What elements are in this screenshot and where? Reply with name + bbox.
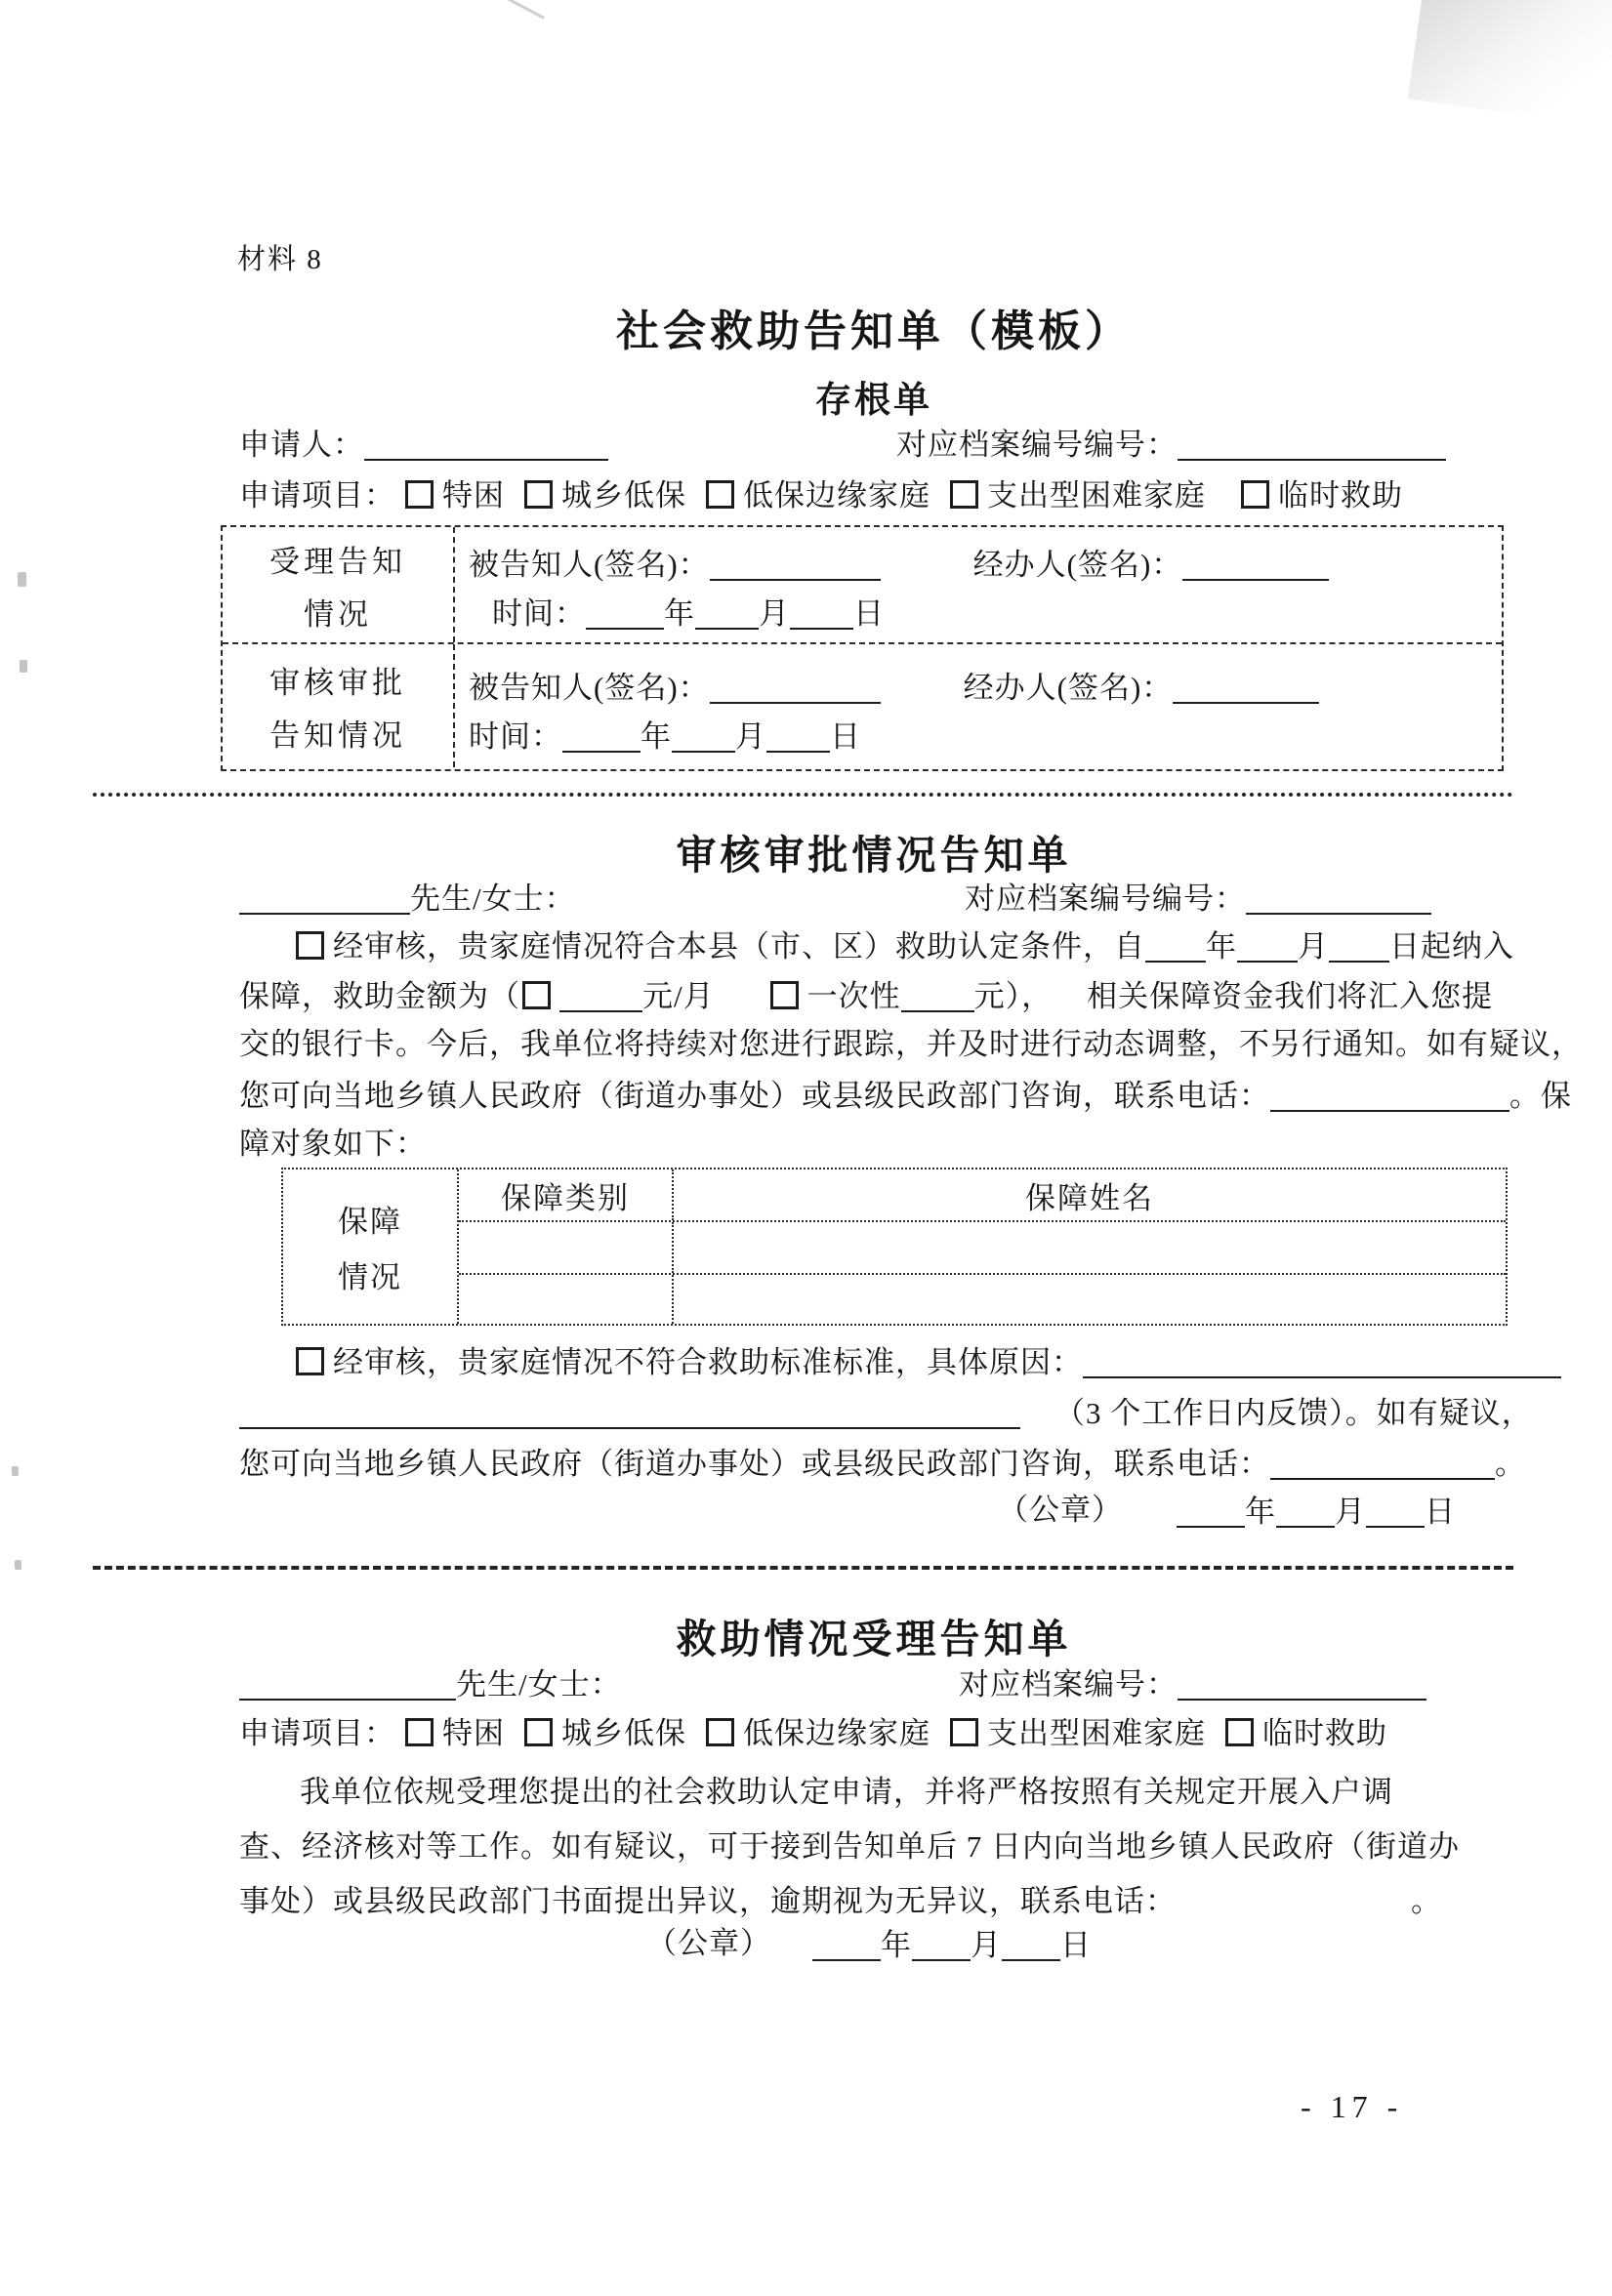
signature-line: 被告知人(签名)： 经办人(签名)：: [469, 664, 1502, 713]
blank-line: [1329, 929, 1389, 963]
checkbox-icon: [405, 1718, 434, 1746]
blank-line: [562, 719, 641, 753]
row-content: [455, 644, 1502, 767]
blank-line: [912, 1928, 971, 1961]
apply-option: 临时救助: [1239, 478, 1403, 512]
apply-items-label: 申请项目：: [239, 478, 395, 512]
apply-option: 低保边缘家庭: [704, 1716, 930, 1750]
column-header: 保障姓名: [1025, 1180, 1154, 1215]
blank-line: [559, 979, 642, 1012]
scan-artifact: [15, 1560, 21, 1570]
apply-option: 城乡低保: [522, 478, 686, 512]
blank-line: [672, 719, 735, 753]
checkbox-icon: [405, 480, 434, 509]
table-row: [459, 1222, 1506, 1275]
checkbox-icon: [1241, 480, 1269, 509]
table-row: [459, 1275, 1506, 1324]
seal-label: （公章）: [998, 1493, 1123, 1527]
para-line: 经审核，贵家庭情况符合本县（市、区）救助认定条件，自 年 月 日起纳入: [239, 929, 1514, 963]
row-label: 保障 情况: [283, 1169, 459, 1324]
para-line: 查、经济核对等工作。如有疑议，可于接到告知单后 7 日内向当地乡镇人民政府（街道办: [239, 1829, 1460, 1864]
checkbox-icon: [1225, 1718, 1254, 1746]
apply-option: 支出型困难家庭: [948, 1716, 1206, 1750]
protection-table: [281, 1168, 1508, 1326]
scan-artifact: [1408, 0, 1612, 134]
blank-line: [901, 979, 974, 1012]
apply-option: 临时救助: [1223, 1716, 1387, 1750]
approval-section-title: 审核审批情况告知单: [676, 833, 1072, 878]
page-number: - 17 -: [1301, 2089, 1404, 2124]
para-line: 经审核，贵家庭情况不符合救助标准标准，具体原因：: [239, 1345, 1561, 1378]
para-line: 保障，救助金额为（ 元/月 一次性 元）， 相关保障资金我们将汇入您提: [239, 979, 1494, 1013]
blank-line: [239, 882, 410, 915]
document-title: 社会救助告知单（模板）: [616, 308, 1132, 355]
checkbox-icon: [950, 1718, 978, 1746]
seal-label: （公章）: [646, 1926, 771, 1960]
blank-line: [710, 548, 881, 581]
time-line: 时间： 年 月 日: [469, 719, 861, 754]
blank-line: [1178, 428, 1446, 461]
blank-line: [1173, 671, 1319, 704]
spacer: [1177, 1902, 1411, 1911]
blank-line: [586, 596, 664, 630]
para-line: （3 个工作日内反馈）。如有疑议，: [239, 1396, 1533, 1429]
blank-line: [790, 596, 853, 630]
seal-date-line: 年 月 日: [1177, 1495, 1456, 1528]
applicant-row: [239, 428, 608, 461]
checkbox-icon: [706, 1718, 734, 1746]
scan-artifact: [12, 1466, 19, 1476]
table-cell: [459, 1222, 674, 1273]
blank-line: [766, 719, 830, 753]
cut-separator: [93, 1566, 1513, 1570]
blank-line: [1246, 882, 1431, 915]
greeting-row: 先生/女士：: [239, 1667, 622, 1701]
scan-artifact: [20, 660, 27, 673]
stub-table: [221, 525, 1504, 771]
stub-subtitle: 存根单: [815, 381, 932, 421]
spacer: [881, 565, 973, 575]
blank-line: [1177, 1495, 1245, 1528]
blank-line: [239, 1667, 456, 1701]
row-label: 审核审批 告知情况: [223, 644, 455, 767]
checkbox-icon: [524, 1718, 553, 1746]
table-cell: [674, 1222, 1506, 1273]
applicant-label: 申请人：: [239, 428, 364, 462]
table-row: [223, 527, 1502, 642]
seal-date-line: 年 月 日: [812, 1928, 1092, 1961]
para-line: 障对象如下：: [239, 1127, 427, 1161]
checkbox-icon: [524, 480, 553, 509]
blank-line: [812, 1928, 881, 1961]
blank-line: [1270, 1447, 1495, 1480]
cut-separator: [93, 793, 1513, 797]
checkbox-icon: [522, 981, 551, 1009]
apply-option: 城乡低保: [522, 1716, 686, 1750]
column-header: 保障类别: [459, 1169, 674, 1220]
archive-label: 对应档案编号编号：: [896, 428, 1178, 462]
table-cell: [674, 1275, 1506, 1324]
spacer: [881, 688, 964, 698]
scan-artifact: [488, 0, 545, 20]
blank-line: [1366, 1495, 1425, 1528]
signature-line: 被告知人(签名)： 经办人(签名)：: [469, 541, 1502, 590]
checkbox-icon: [706, 480, 734, 509]
checkbox-icon: [950, 480, 978, 509]
para-line: 您可向当地乡镇人民政府（街道办事处）或县级民政部门咨询，联系电话： 。保: [239, 1079, 1572, 1113]
blank-line: [1270, 1079, 1509, 1112]
apply-items-row: [239, 1718, 1387, 1748]
spacer: [1020, 1414, 1054, 1423]
table-row: [223, 642, 1502, 767]
spacer: [715, 997, 768, 1006]
apply-items-label: 申请项目：: [239, 1716, 395, 1750]
apply-option: 低保边缘家庭: [704, 478, 930, 512]
acceptance-section-title: 救助情况受理告知单: [676, 1617, 1072, 1661]
blank-line: [710, 671, 881, 704]
blank-line: [364, 428, 608, 461]
blank-line: [1178, 1667, 1426, 1701]
row-label: 受理告知 情况: [223, 527, 455, 642]
blank-line: [1145, 929, 1206, 963]
time-line: 时间： 年 月 日: [492, 596, 885, 631]
apply-option: 特困: [403, 1716, 505, 1750]
blank-line: [1237, 929, 1298, 963]
blank-line: [1182, 548, 1329, 581]
blank-line: [1276, 1495, 1335, 1528]
para-line: 您可向当地乡镇人民政府（街道办事处）或县级民政部门咨询，联系电话： 。: [239, 1447, 1526, 1481]
blank-line: [1083, 1345, 1561, 1378]
para-line: 事处）或县级民政部门书面提出异议，逾期视为无异议，联系电话： 。: [239, 1884, 1442, 1918]
apply-items-row: [239, 480, 1403, 511]
archive-number-row: 对应档案编号：: [959, 1667, 1426, 1701]
spacer: [239, 1792, 300, 1802]
apply-option: 特困: [403, 478, 505, 512]
greeting-row: 先生/女士：: [239, 882, 576, 915]
archive-number-row: 对应档案编号编号：: [965, 882, 1431, 915]
table-header-row: [459, 1169, 1506, 1222]
blank-line: [239, 1396, 1020, 1429]
para-line: 交的银行卡。今后，我单位将持续对您进行跟踪，并及时进行动态调整，不另行通知。如有疑议，: [239, 1027, 1583, 1061]
scan-artifact: [18, 572, 26, 587]
spacer: [1053, 997, 1087, 1006]
material-label: 材料 8: [237, 244, 323, 275]
blank-line: [695, 596, 759, 630]
apply-option: 支出型困难家庭: [948, 478, 1206, 512]
checkbox-icon: [296, 931, 324, 960]
archive-number-row: [896, 428, 1446, 461]
blank-line: [1002, 1928, 1060, 1961]
para-line: 我单位依规受理您提出的社会救助认定申请，并将严格按照有关规定开展入户调: [239, 1777, 1393, 1807]
row-content: [455, 527, 1502, 642]
checkbox-icon: [296, 1347, 324, 1375]
table-cell: [459, 1275, 674, 1324]
table-body: [459, 1169, 1506, 1324]
checkbox-icon: [770, 981, 799, 1009]
